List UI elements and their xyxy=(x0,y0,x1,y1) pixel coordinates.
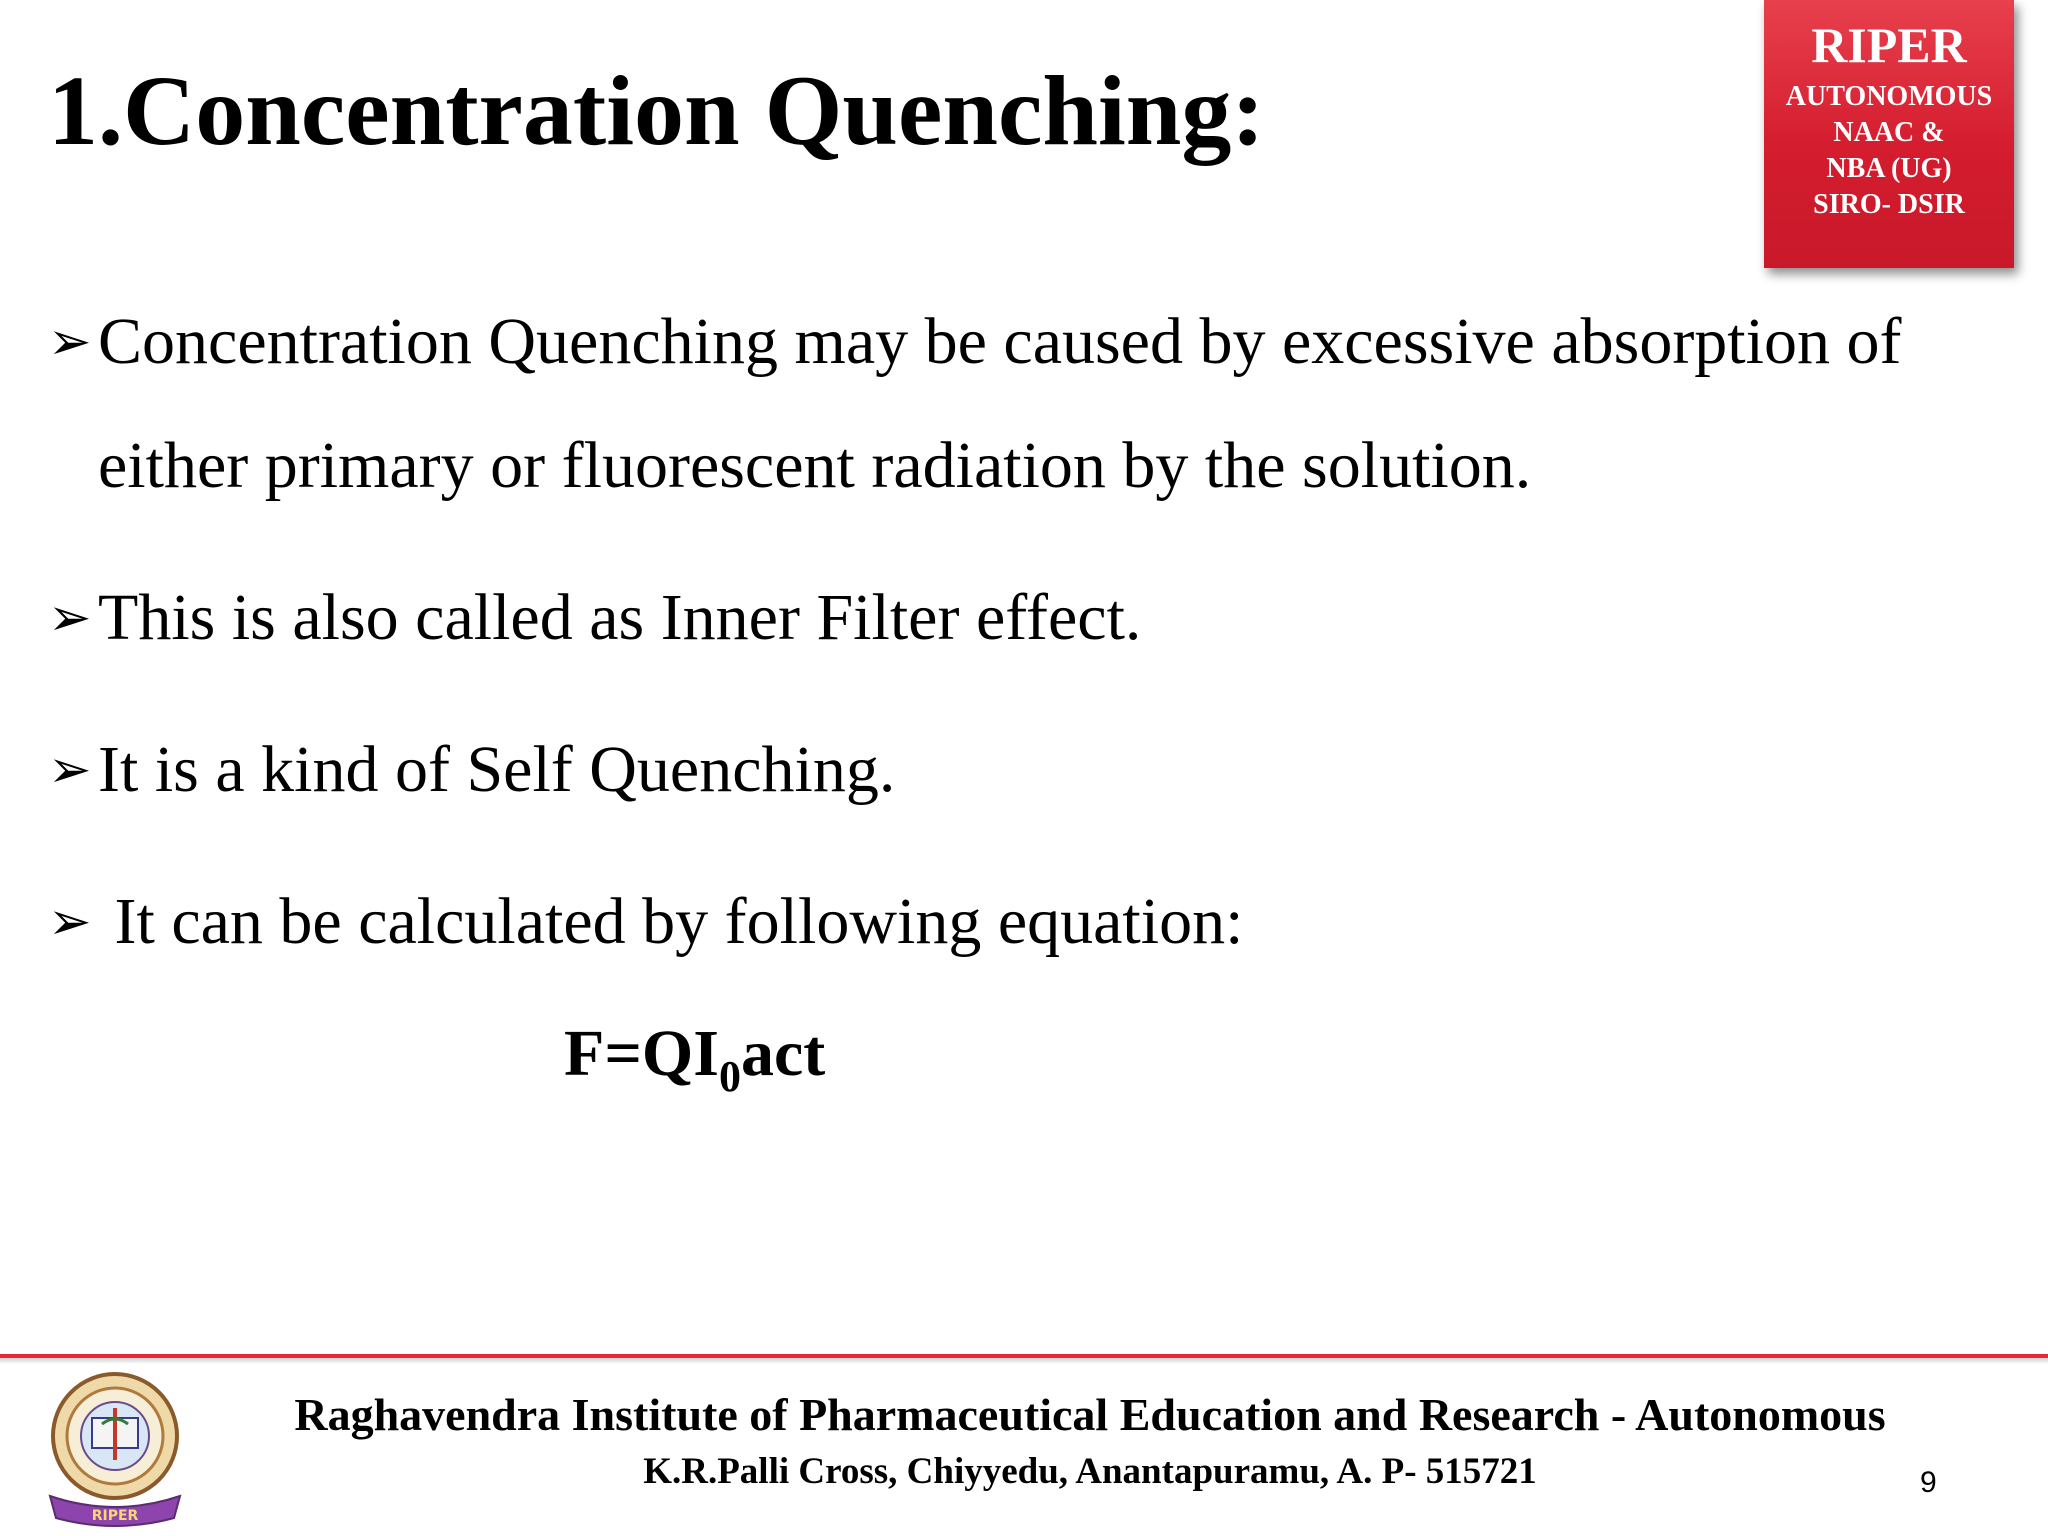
institute-logo-icon xyxy=(40,1368,190,1528)
badge-title: RIPER xyxy=(1811,17,1967,73)
arrow-bullet-icon: ➢ xyxy=(48,892,92,952)
bullet-item xyxy=(48,860,2018,984)
footer-address: K.R.Palli Cross, Chiyyedu, Anantapuramu, A. P- 515721 xyxy=(643,1451,1537,1492)
bullet-list xyxy=(48,280,2018,984)
bullet-item xyxy=(48,708,2018,832)
equation-prefix: F=QI xyxy=(564,1017,719,1090)
bullet-item xyxy=(48,556,2018,680)
equation-suffix: act xyxy=(740,1017,826,1090)
footer-institute-name: Raghavendra Institute of Pharmaceutical Education and Research - Autonomous xyxy=(294,1389,1886,1440)
bullet-text: It can be calculated by following equation: xyxy=(98,885,1244,958)
bullet-item xyxy=(48,280,2018,528)
quenching-equation xyxy=(564,1016,825,1102)
badge-line-naac: NAAC & xyxy=(1833,117,1945,148)
page-number: 9 xyxy=(1920,1466,1937,1499)
accreditation-badge xyxy=(1764,0,2014,268)
arrow-bullet-icon: ➢ xyxy=(48,740,92,800)
slide-title: 1.Concentration Quenching: xyxy=(48,55,1265,166)
badge-line-siro: SIRO- DSIR xyxy=(1813,189,1965,220)
footer-rule-shadow xyxy=(0,1358,2048,1364)
badge-line-nba: NBA (UG) xyxy=(1826,153,1952,184)
arrow-bullet-icon: ➢ xyxy=(48,312,92,372)
bullet-text: This is also called as Inner Filter effect. xyxy=(98,581,1142,654)
badge-line-autonomous: AUTONOMOUS xyxy=(1785,81,1993,112)
logo-text: RIPER xyxy=(91,1508,139,1524)
bullet-text: Concentration Quenching may be caused by excessive absorption of either primary or fluorescent radiation by the solution. xyxy=(98,305,1902,502)
bullet-text: It is a kind of Self Quenching. xyxy=(98,733,896,806)
arrow-bullet-icon: ➢ xyxy=(48,588,92,648)
equation-subscript: 0 xyxy=(718,1052,741,1101)
